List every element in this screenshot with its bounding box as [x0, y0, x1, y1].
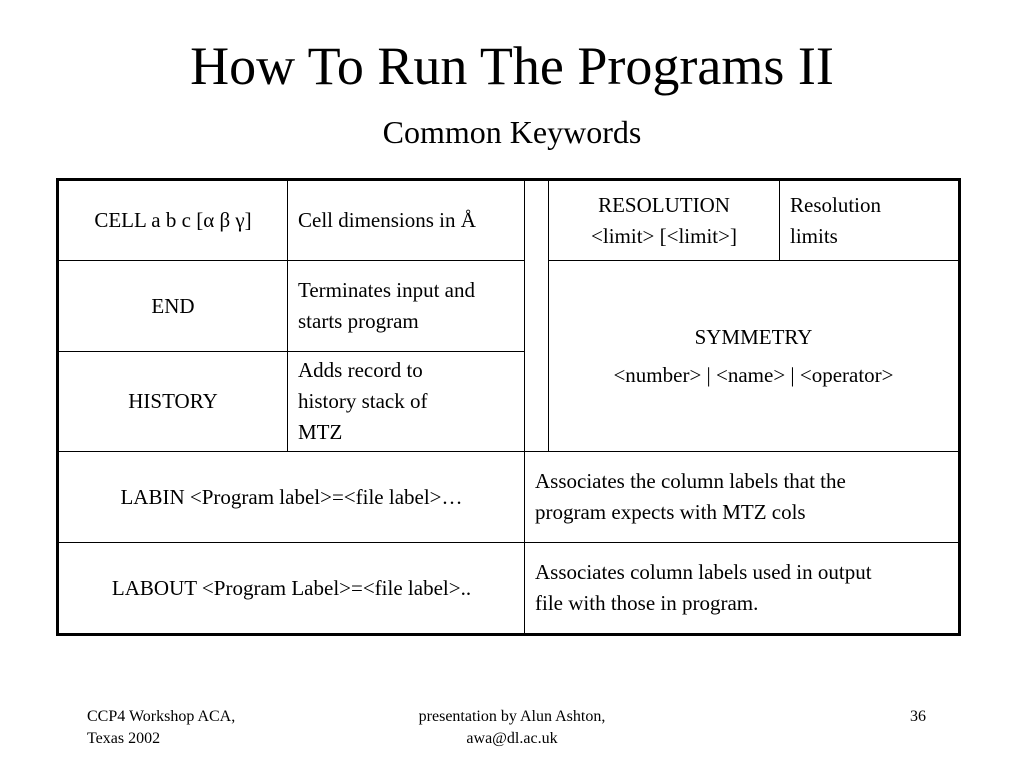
cell-keyword-text: CELL a b c [α β γ] — [94, 208, 252, 232]
labin-description-line: Associates the column labels that the — [535, 469, 846, 493]
footer-left — [87, 706, 235, 750]
end-keyword-text: END — [151, 293, 195, 318]
labin-description — [525, 452, 958, 542]
page-number: 36 — [910, 708, 926, 725]
keywords-table — [56, 178, 961, 636]
end-keyword — [59, 261, 287, 351]
resolution-keyword-line: RESOLUTION — [598, 192, 730, 217]
footer-event: CCP4 Workshop ACA, — [87, 708, 236, 725]
labout-description — [525, 543, 958, 633]
symmetry-args: <number> | <name> | <operator> — [613, 363, 894, 387]
cell-keyword — [59, 181, 287, 260]
labin-description-line: program expects with MTZ cols — [535, 500, 806, 524]
resolution-description-line: Resolution — [790, 192, 882, 217]
history-description — [288, 352, 524, 451]
labin-keyword-text: LABIN <Program label>=<file label>… — [120, 484, 463, 509]
footer-location: Texas 2002 — [87, 730, 161, 747]
resolution-description — [780, 181, 958, 260]
labout-keyword — [59, 543, 524, 633]
history-keyword-text: HISTORY — [128, 389, 218, 413]
labout-description-line: Associates column labels used in output — [535, 560, 872, 584]
slide-title: How To Run The Programs II — [190, 36, 834, 96]
end-description-line: starts program — [298, 309, 419, 333]
labout-keyword-text: LABOUT <Program Label>=<file label>.. — [111, 575, 472, 600]
labin-keyword — [59, 452, 524, 542]
history-description-line: MTZ — [298, 420, 343, 444]
end-description — [288, 261, 524, 351]
footer-center — [362, 706, 662, 750]
history-keyword — [59, 352, 287, 451]
history-description-line: Adds record to — [298, 358, 423, 382]
cell-description-text: Cell dimensions in Å — [298, 208, 476, 232]
history-description-line: history stack of — [298, 389, 428, 413]
end-description-line: Terminates input and — [298, 278, 475, 302]
footer-presenter: presentation by Alun Ashton, — [418, 708, 606, 725]
resolution-description-line: limits — [790, 223, 838, 248]
symmetry-keyword: SYMMETRY — [694, 325, 813, 349]
cell-description — [288, 181, 524, 260]
resolution-keyword-line: <limit> [<limit>] — [591, 223, 737, 248]
symmetry-cell — [549, 261, 958, 451]
footer-email: awa@dl.ac.uk — [466, 730, 558, 747]
resolution-keyword — [549, 181, 779, 260]
slide-subtitle: Common Keywords — [382, 114, 642, 150]
labout-description-line: file with those in program. — [535, 591, 759, 615]
